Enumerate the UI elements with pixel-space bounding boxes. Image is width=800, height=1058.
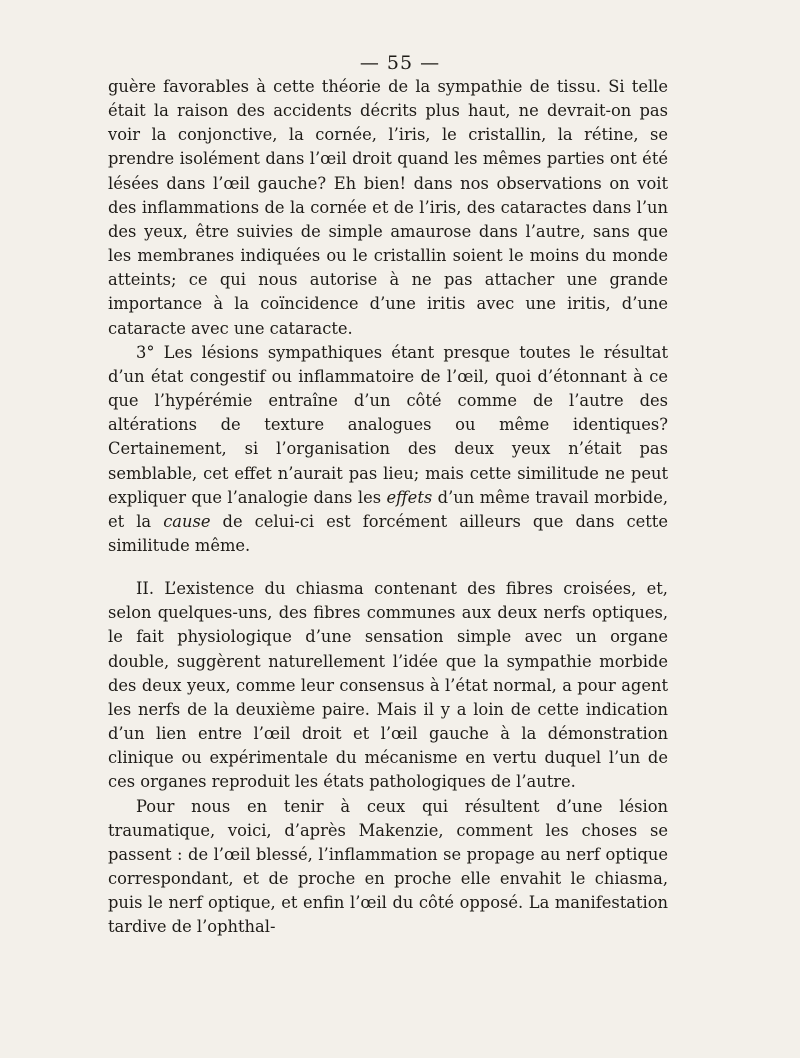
- paragraph-1: guère favorables à cette théorie de la sympathie de tissu. Si telle était la raison des accidents décrits plus haut, ne devrait-on pas voir la conjonctive, la cornée, l’iris, le cristallin, la rétine, se prendre isolément dans l’œil droit quand les mêmes parties ont été lésées dans l’œil gauche? Eh bien! dans nos observations on voit des inflammations de la cornée et de l’iris, des cataractes dans l’un des yeux, être suivies de simple amaurose dans l’autre, sans que les membranes indiquées ou le cristallin soient le moins du monde atteints; ce qui nous autorise à ne pas attacher une grande importance à la coïncidence d’une iritis avec une iritis, d’une cataracte avec une cataracte.: [108, 77, 668, 338]
- paragraph-2-part-2: d’un même travail morbide, et la: [108, 487, 669, 531]
- paragraph-4: Pour nous en tenir à ceux qui résultent d’une lésion traumatique, voici, d’après Makenzie, comment les choses se passent : de l’œil blessé, l’inflammation se propage au nerf optique correspondant, et de proche en proche elle envahit le chiasma, puis le nerf optique, et enfin l’œil du côté opposé. La manifestation tardive de l’ophthal-: [108, 796, 668, 937]
- emphasis-cause: cause: [163, 511, 211, 531]
- body-text: [108, 75, 668, 939]
- page-number: — 55 —: [359, 52, 441, 74]
- paragraph-2: [108, 341, 668, 558]
- paragraph-3: II. L’existence du chiasma contenant des fibres croisées, et, selon quelques-uns, des fibres communes aux deux nerfs optiques, le fait physiologique d’une sensation simple avec un organe double, suggèrent naturellement l’idée que la sympathie morbide des deux yeux, comme leur consensus à l’état normal, a pour agent les nerfs de la deuxième paire. Mais il y a loin de cette indication d’un lien entre l’œil droit et l’œil gauche à la démonstration clinique ou expérimentale du mécanisme en vertu duquel l’un de ces organes reproduit les états pathologiques de l’autre.: [108, 579, 668, 792]
- paragraph-2-part-3: de celui-ci est forcément ailleurs que dans cette similitude même.: [108, 511, 668, 555]
- paragraph-2-part-1: 3° Les lésions sympathiques étant presque toutes le résultat d’un état congestif ou inflammatoire de l’œil, quoi d’étonnant à ce que l’hypérémie entraîne d’un côté comme de l’autre des altérations de texture analogues ou même identiques? Certainement, si l’organisation des deux yeux n’était pas semblable, cet effet n’aurait pas lieu; mais cette similitude ne peut expliquer que l’analogie dans les: [108, 342, 668, 507]
- emphasis-effets: effets: [386, 487, 433, 507]
